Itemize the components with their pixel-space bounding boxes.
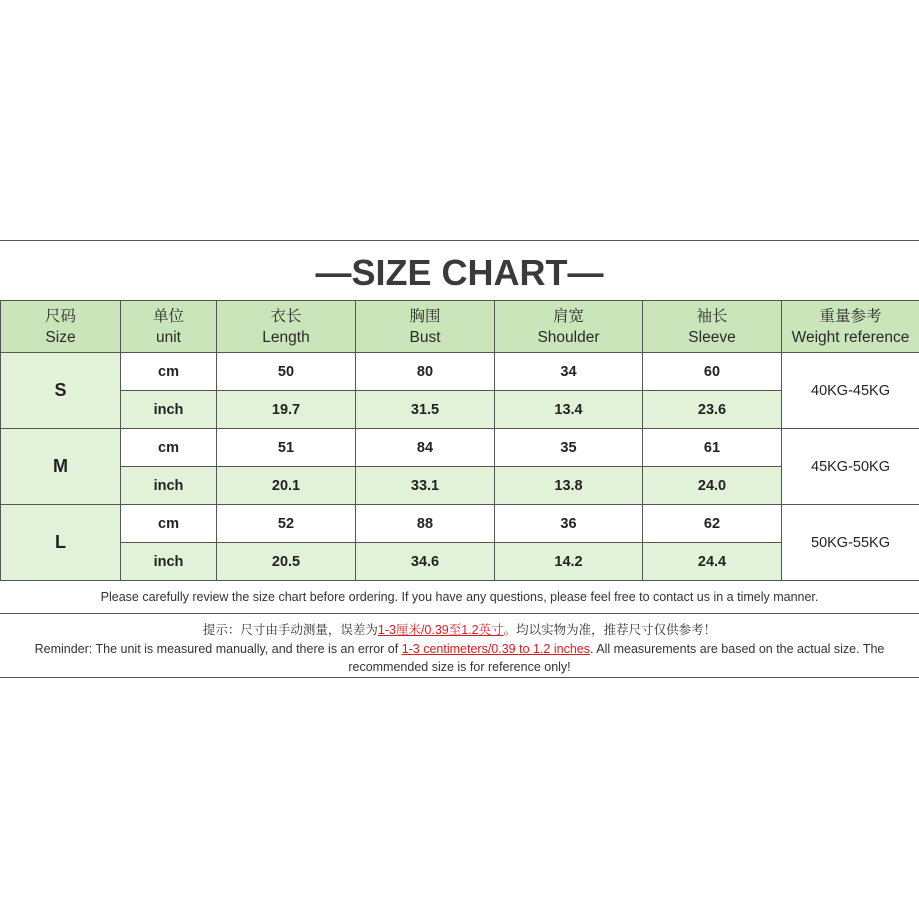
header-shoulder: 肩宽 Shoulder: [495, 301, 643, 353]
length-cell: 20.1: [217, 467, 356, 505]
size-label: S: [1, 353, 121, 429]
length-cell: 50: [217, 353, 356, 391]
weight-cell: 50KG-55KG: [782, 505, 919, 581]
sleeve-cell: 62: [643, 505, 782, 543]
shoulder-cell: 35: [495, 429, 643, 467]
sleeve-cell: 24.4: [643, 543, 782, 581]
reminder-en-error-range: 1-3 centimeters/0.39 to 1.2 inches: [401, 642, 590, 656]
reminder-zh: [0, 620, 919, 638]
header-weight: 重量参考 Weight reference: [782, 301, 919, 353]
sleeve-cell: 23.6: [643, 391, 782, 429]
bottom-divider: [0, 677, 919, 678]
reminder-zh-suffix: 。均以实物为准，推荐尺寸仅供参考！: [503, 623, 717, 637]
shoulder-cell: 14.2: [495, 543, 643, 581]
header-size: 尺码 Size: [1, 301, 121, 353]
header-sleeve: 袖长 Sleeve: [643, 301, 782, 353]
length-cell: 19.7: [217, 391, 356, 429]
header-bust: 胸围 Bust: [356, 301, 495, 353]
bust-cell: 31.5: [356, 391, 495, 429]
reminder-zh-error-range: 1-3厘米/0.39至1.2英寸: [377, 623, 504, 637]
size-chart-table: [0, 300, 919, 581]
shoulder-cell: 36: [495, 505, 643, 543]
length-cell: 20.5: [217, 543, 356, 581]
bust-cell: 33.1: [356, 467, 495, 505]
unit-cell: cm: [121, 353, 217, 391]
table-row: [1, 505, 919, 543]
reminder-zh-prefix: 提示：尺寸由手动测量，误差为: [202, 623, 378, 637]
size-label: L: [1, 505, 121, 581]
reminder-en-suffix: . All measurements are based on the actual size. The recommended size is for reference only!: [348, 642, 885, 674]
table-row: [1, 467, 919, 505]
unit-cell: inch: [121, 391, 217, 429]
middle-divider: [0, 613, 919, 614]
weight-cell: 45KG-50KG: [782, 429, 919, 505]
reminder-en-prefix: Reminder: The unit is measured manually, and there is an error of: [34, 642, 402, 656]
table-row: [1, 429, 919, 467]
page-title: —SIZE CHART—: [315, 252, 604, 293]
header-unit: 单位 unit: [121, 301, 217, 353]
table-row: [1, 543, 919, 581]
weight-cell: 40KG-45KG: [782, 353, 919, 429]
shoulder-cell: 13.8: [495, 467, 643, 505]
shoulder-cell: 34: [495, 353, 643, 391]
sleeve-cell: 60: [643, 353, 782, 391]
bust-cell: 84: [356, 429, 495, 467]
table-row: [1, 353, 919, 391]
bust-cell: 88: [356, 505, 495, 543]
bust-cell: 80: [356, 353, 495, 391]
unit-cell: cm: [121, 429, 217, 467]
header-length: 衣长 Length: [217, 301, 356, 353]
top-divider: [0, 240, 919, 241]
unit-cell: inch: [121, 467, 217, 505]
length-cell: 52: [217, 505, 356, 543]
shoulder-cell: 13.4: [495, 391, 643, 429]
sleeve-cell: 61: [643, 429, 782, 467]
sleeve-cell: 24.0: [643, 467, 782, 505]
size-label: M: [1, 429, 121, 505]
header-row: [1, 301, 919, 353]
unit-cell: inch: [121, 543, 217, 581]
bust-cell: 34.6: [356, 543, 495, 581]
length-cell: 51: [217, 429, 356, 467]
reminder-en: [0, 640, 919, 676]
table-row: [1, 391, 919, 429]
unit-cell: cm: [121, 505, 217, 543]
review-note: Please carefully review the size chart before ordering. If you have any questions, please feel free to contact us in a timely manner.: [100, 590, 819, 604]
